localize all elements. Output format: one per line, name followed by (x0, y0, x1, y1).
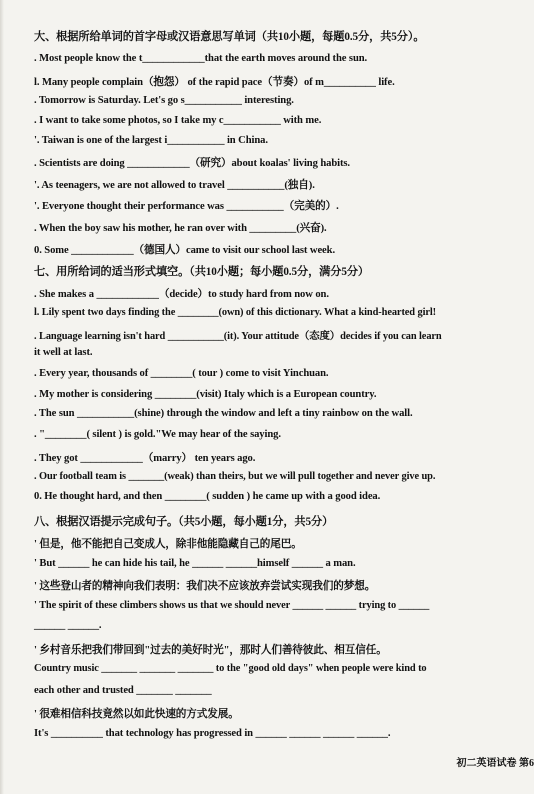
section-five-item-10: 0. He thought hard, and then ________( sudden ) he came up with a good idea. (34, 491, 381, 502)
section-six-item-4-chinese: ' 很难相信科技竟然以如此快速的方式发展。 (34, 709, 239, 720)
section-six-heading: 八、根据汉语提示完成句子。（共5小题，每小题1分，共5分） (34, 516, 334, 528)
section-four-item-2: l. Many people complain（抱怨） of the rapid pace（节奏）of m__________ life. (34, 77, 395, 88)
section-four-item-1: . Most people know the t____________that the earth moves around the sun. (34, 53, 368, 64)
section-four-heading: 大、根据所给单词的首字母或汉语意思写单词（共10小题，每题0.5分，共5分）。 (34, 31, 425, 43)
section-five-item-8: . They got ____________（marry） ten years ago. (34, 453, 256, 464)
section-six-item-3-english: Country music _______ _______ _______ to the "good old days" when people were kind to (34, 663, 427, 674)
section-four-item-5: '. Taiwan is one of the largest i___________ in China. (34, 135, 268, 146)
section-six-item-2-chinese: ' 这些登山者的精神向我们表明：我们决不应该放弃尝试实现我们的梦想。 (34, 581, 376, 592)
section-six-item-1-english: ' But ______ he can hide his tail, he ______ ______himself ______ a man. (34, 558, 356, 569)
section-five-item-5: . My mother is considering ________(visit) Italy which is a European country. (34, 389, 377, 400)
section-six-item-4-english: It's __________ that technology has progressed in ______ ______ ______ ______. (34, 728, 391, 739)
section-four-item-9: . When the boy saw his mother, he ran over with _________(兴奋). (34, 223, 327, 234)
section-six-item-3-chinese: ' 乡村音乐把我们带回到"过去的美好时光"，那时人们善待彼此、相互信任。 (34, 645, 387, 656)
section-five-item-7: . "________( silent ) is gold."We may hear of the saying. (34, 429, 281, 440)
section-six-item-3-continued: each other and trusted _______ _______ (34, 685, 212, 696)
section-four-item-3: . Tomorrow is Saturday. Let's go s___________ interesting. (34, 95, 294, 106)
scan-edge-shadow (0, 0, 4, 794)
section-five-item-3: . Language learning isn't hard ___________(it). Your attitude（态度）decides if you can learn (34, 331, 442, 342)
section-five-item-1: . She makes a ____________（decide）to study hard from now on. (34, 289, 329, 300)
section-six-item-1-chinese: ' 但是，他不能把自己变成人，除非他能隐藏自己的尾巴。 (34, 539, 302, 550)
section-four-item-10: 0. Some ____________（德国人）came to visit our school last week. (34, 245, 336, 256)
section-five-item-2: l. Lily spent two days finding the ________(own) of this dictionary. What a kind-hearted girl! (34, 307, 437, 318)
section-four-item-4: . I want to take some photos, so I take my c___________ with me. (34, 115, 322, 126)
section-four-item-8: '. Everyone thought their performance was ___________（完美的）. (34, 201, 339, 212)
page-footer: 初二英语试卷 第6 (456, 758, 534, 769)
section-four-item-7: '. As teenagers, we are not allowed to travel ___________(独自). (34, 180, 315, 191)
section-four-item-6: . Scientists are doing ____________（研究）about koalas' living habits. (34, 158, 350, 169)
section-five-item-3-continued: it well at last. (34, 347, 93, 358)
section-six-item-2-continued: ______ ______. (34, 620, 102, 631)
section-five-item-4: . Every year, thousands of ________( tour ) come to visit Yinchuan. (34, 368, 329, 379)
section-five-heading: 七、用所给词的适当形式填空。（共10小题；每小题0.5分，满分5分） (34, 266, 370, 278)
section-five-item-9: . Our football team is _______(weak) than theirs, but we will pull together and never give up. (34, 471, 436, 482)
section-five-item-6: . The sun ___________(shine) through the window and left a tiny rainbow on the wall. (34, 408, 413, 419)
section-six-item-2-english: ' The spirit of these climbers shows us that we should never ______ ______ trying to ______ (34, 600, 430, 611)
